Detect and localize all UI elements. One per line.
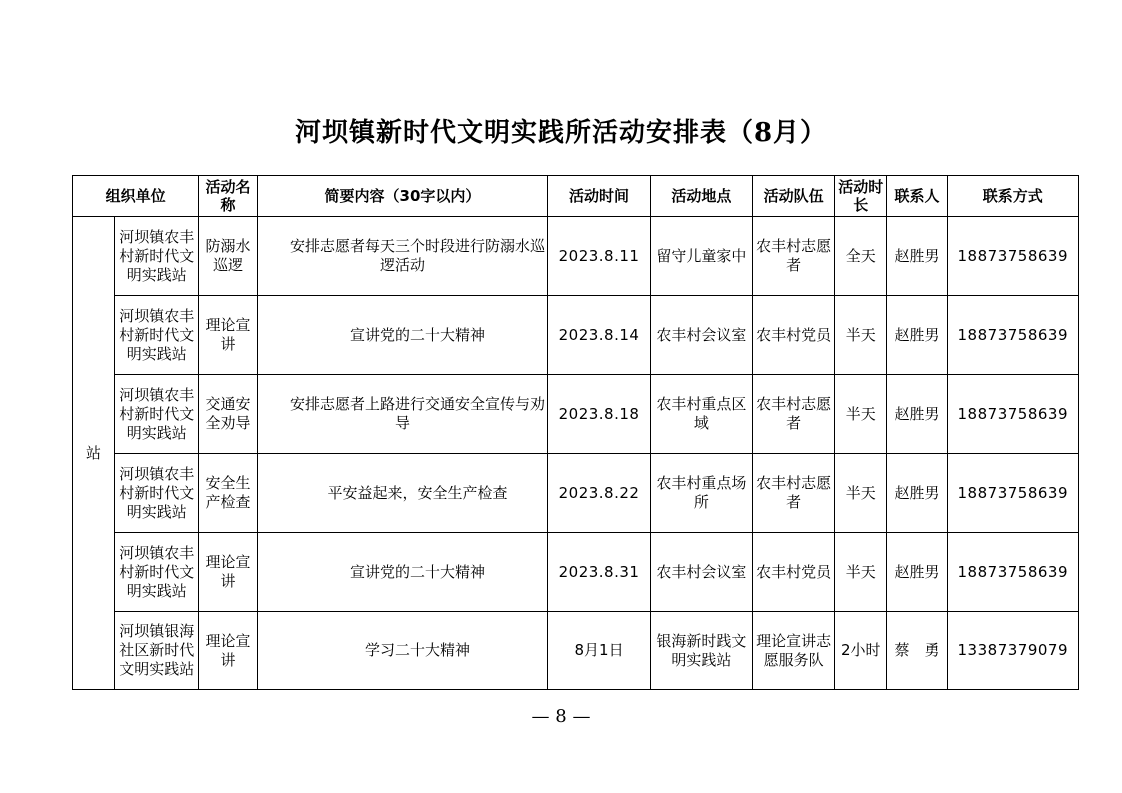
- content-cell: [257, 612, 548, 690]
- time-cell: 2023.8.14: [548, 296, 650, 375]
- team-cell: 农丰村志愿者: [752, 217, 834, 296]
- table-row: [73, 454, 1079, 533]
- time-cell: 8月1日: [548, 612, 650, 690]
- phone-cell: 18873758639: [947, 296, 1078, 375]
- place-cell: 农丰村重点场所: [650, 454, 752, 533]
- content-text: 安排志愿者上路进行交通安全宣传与劝导: [289, 395, 545, 432]
- header-content: 简要内容（30字以内）: [257, 176, 548, 217]
- contact-cell: 赵胜男: [887, 454, 947, 533]
- phone-cell: 18873758639: [947, 375, 1078, 454]
- content-cell: [257, 217, 548, 296]
- time-cell: 2023.8.31: [548, 533, 650, 612]
- content-cell: [257, 375, 548, 454]
- content-text: 学习二十大精神: [364, 641, 470, 659]
- duration-cell: 2小时: [835, 612, 887, 690]
- content-cell: [257, 533, 548, 612]
- place-cell: 农丰村会议室: [650, 296, 752, 375]
- activity-name-cell: 理论宣讲: [199, 296, 257, 375]
- header-org: 组织单位: [73, 176, 199, 217]
- header-contact: 联系人: [887, 176, 947, 217]
- contact-cell: 赵胜男: [887, 217, 947, 296]
- content-text: 平安益起来，安全生产检查: [327, 483, 508, 502]
- contact-cell: 赵胜男: [887, 296, 947, 375]
- duration-cell: 半天: [835, 533, 887, 612]
- team-cell: 农丰村党员: [752, 296, 834, 375]
- table-row: [73, 612, 1079, 690]
- header-time: 活动时间: [548, 176, 650, 217]
- activity-name-cell: 防溺水巡逻: [199, 217, 257, 296]
- table-row: [73, 296, 1079, 375]
- header-place: 活动地点: [650, 176, 752, 217]
- time-cell: 2023.8.11: [548, 217, 650, 296]
- team-cell: 农丰村志愿者: [752, 454, 834, 533]
- duration-cell: 半天: [835, 454, 887, 533]
- contact-cell: 赵胜男: [887, 533, 947, 612]
- unit-cell: 河坝镇农丰村新时代文明实践站: [115, 217, 199, 296]
- header-name: 活动名称: [199, 176, 257, 217]
- unit-cell: 河坝镇银海社区新时代文明实践站: [115, 612, 199, 690]
- phone-cell: 18873758639: [947, 454, 1078, 533]
- activity-name-cell: 理论宣讲: [199, 533, 257, 612]
- unit-cell: 河坝镇农丰村新时代文明实践站: [115, 533, 199, 612]
- unit-cell: 河坝镇农丰村新时代文明实践站: [115, 454, 199, 533]
- page-title: 河坝镇新时代文明实践所活动安排表（8月）: [294, 118, 828, 148]
- header-team: 活动队伍: [752, 176, 834, 217]
- content-cell: [257, 296, 548, 375]
- unit-cell: 河坝镇农丰村新时代文明实践站: [115, 375, 199, 454]
- activity-name-cell: 安全生产检查: [199, 454, 257, 533]
- team-cell: 农丰村党员: [752, 533, 834, 612]
- header-duration: 活动时长: [835, 176, 887, 217]
- duration-cell: 全天: [835, 217, 887, 296]
- content-text: 安排志愿者每天三个时段进行防溺水巡逻活动: [289, 237, 545, 274]
- phone-cell: 18873758639: [947, 217, 1078, 296]
- place-cell: 农丰村重点区域: [650, 375, 752, 454]
- time-cell: 2023.8.22: [548, 454, 650, 533]
- contact-cell: 赵胜男: [887, 375, 947, 454]
- phone-cell: 13387379079: [947, 612, 1078, 690]
- table-row: [73, 533, 1079, 612]
- place-cell: 留守儿童家中: [650, 217, 752, 296]
- unit-cell: 河坝镇农丰村新时代文明实践站: [115, 296, 199, 375]
- content-text: 宣讲党的二十大精神: [349, 325, 485, 344]
- duration-cell: 半天: [835, 375, 887, 454]
- place-cell: 银海新时践文明实践站: [650, 612, 752, 690]
- team-cell: 理论宣讲志愿服务队: [752, 612, 834, 690]
- group-label-cell: 站: [73, 217, 115, 690]
- duration-cell: 半天: [835, 296, 887, 375]
- header-phone: 联系方式: [947, 176, 1078, 217]
- place-cell: 农丰村会议室: [650, 533, 752, 612]
- team-cell: 农丰村志愿者: [752, 375, 834, 454]
- page-number: — 8 —: [531, 706, 591, 727]
- activity-name-cell: 理论宣讲: [199, 612, 257, 690]
- content-text: 宣讲党的二十大精神: [349, 562, 485, 581]
- table-row: [73, 217, 1079, 296]
- activity-name-cell: 交通安全劝导: [199, 375, 257, 454]
- activity-schedule-table: [72, 175, 1079, 690]
- table-row: [73, 375, 1079, 454]
- phone-cell: 18873758639: [947, 533, 1078, 612]
- content-cell: [257, 454, 548, 533]
- time-cell: 2023.8.18: [548, 375, 650, 454]
- contact-cell: 蔡 勇: [887, 612, 947, 690]
- table-header-row: [73, 176, 1079, 217]
